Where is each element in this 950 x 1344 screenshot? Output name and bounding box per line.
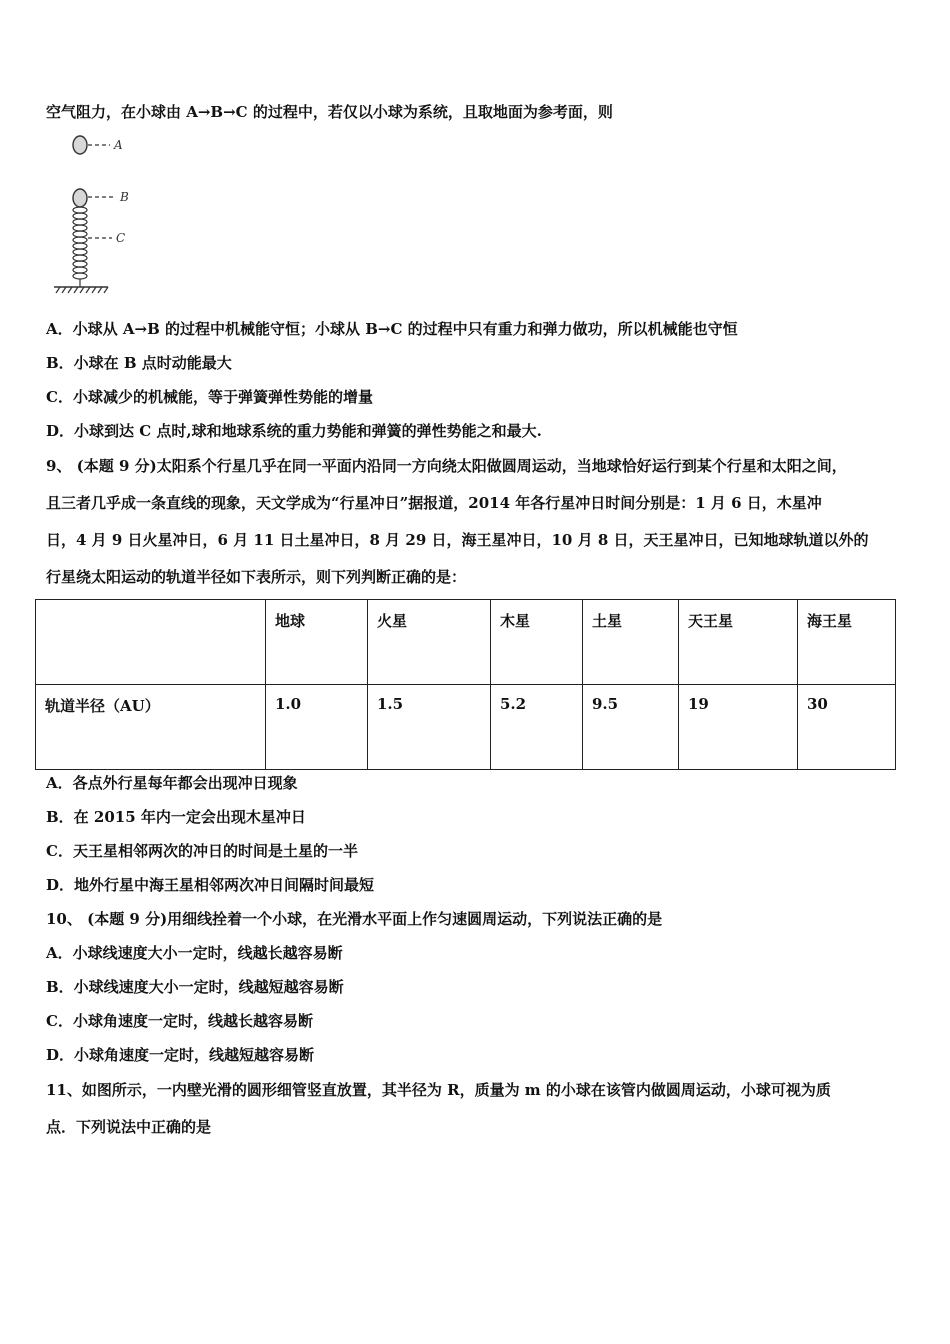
table-row <box>36 685 896 770</box>
q9-line-1: 9、 (本题 9 分)太阳系个行星几乎在同一平面内沿同一方向绕太阳做圆周运动，当地球恰好运行到某个行星和太阳之间， <box>46 457 847 475</box>
q8-option-c: C．小球减少的机械能，等于弹簧弹性势能的增量 <box>46 388 373 406</box>
q10-option-c: C．小球角速度一定时，线越长越容易断 <box>46 1012 313 1030</box>
q10-option-a: A．小球线速度大小一定时，线越长越容易断 <box>46 944 343 962</box>
q9-option-d: D．地外行星中海王星相邻两次冲日间隔时间最短 <box>46 876 375 894</box>
orbit-radius-table <box>35 599 896 770</box>
table-cell: 9.5 <box>583 685 679 770</box>
label-a: A <box>114 138 123 152</box>
q11-line-1: 11、如图所示，一内壁光滑的圆形细管竖直放置，其半径为 R，质量为 m 的小球在该管内做圆周运动，小球可视为质 <box>46 1081 831 1099</box>
q9-option-c: C．天王星相邻两次的冲日的时间是土星的一半 <box>46 842 358 860</box>
q8-option-a: A．小球从 A→B 的过程中机械能守恒；小球从 B→C 的过程中只有重力和弹力做功，所以机械能也守恒 <box>46 320 738 338</box>
ground-icon <box>54 287 108 293</box>
table-cell <box>36 600 266 685</box>
q11-line-2: 点．下列说法中正确的是 <box>46 1118 212 1136</box>
table-header-row <box>36 600 896 685</box>
q9-line-2: 且三者几乎成一条直线的现象，天文学成为“行星冲日”据报道，2014 年各行星冲日时间分别是：1 月 6 日，木星冲 <box>46 494 822 512</box>
table-cell: 地球 <box>266 600 368 685</box>
q10-line: 10、 (本题 9 分)用细线拴着一个小球，在光滑水平面上作匀速圆周运动，下列说法正确的是 <box>46 910 663 928</box>
table-cell: 海王星 <box>798 600 896 685</box>
table-cell: 19 <box>679 685 798 770</box>
table-cell: 土星 <box>583 600 679 685</box>
table-cell: 轨道半径（AU） <box>36 685 266 770</box>
q9-option-a: A．各点外行星每年都会出现冲日现象 <box>46 774 298 792</box>
table-cell: 天王星 <box>679 600 798 685</box>
spring-icon <box>73 207 87 287</box>
q10-option-b: B．小球线速度大小一定时，线越短越容易断 <box>46 978 344 996</box>
intro-line: 空气阻力，在小球由 A→B→C 的过程中，若仅以小球为系统，且取地面为参考面，则 <box>46 103 613 121</box>
table-cell: 1.0 <box>266 685 368 770</box>
table-cell: 30 <box>798 685 896 770</box>
spring-ball-figure <box>52 130 142 300</box>
q9-line-3: 日，4 月 9 日火星冲日，6 月 11 日土星冲日，8 月 29 日，海王星冲日，10 月 8 日，天王星冲日，已知地球轨道以外的 <box>46 531 869 549</box>
label-b: B <box>120 190 129 204</box>
q10-option-d: D．小球角速度一定时，线越短越容易断 <box>46 1046 315 1064</box>
table-cell: 1.5 <box>368 685 491 770</box>
table-cell: 5.2 <box>491 685 583 770</box>
ball-b-icon <box>73 189 87 207</box>
ball-a-icon <box>73 136 87 154</box>
table-cell: 木星 <box>491 600 583 685</box>
q8-option-b: B．小球在 B 点时动能最大 <box>46 354 232 372</box>
q8-option-d: D．小球到达 C 点时,球和地球系统的重力势能和弹簧的弹性势能之和最大. <box>46 422 542 440</box>
q9-option-b: B．在 2015 年内一定会出现木星冲日 <box>46 808 306 826</box>
table-cell: 火星 <box>368 600 491 685</box>
label-c: C <box>116 231 126 245</box>
q9-line-4: 行星绕太阳运动的轨道半径如下表所示，则下列判断正确的是： <box>46 568 467 586</box>
